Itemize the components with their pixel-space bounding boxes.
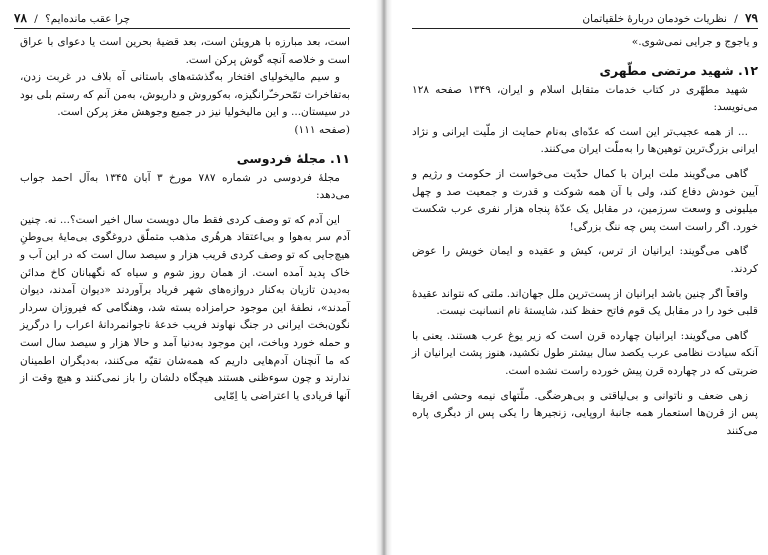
header-rule [14,28,350,29]
header-rule [412,28,758,29]
quote-paragraph: گاهی می‌گویند: ایرانیان چهارده قرن است که زیر یوغ عرب هستند. یعنی با آنکه سیادت نظامی عرب یکصد سال بیشتر طول نکشید، هنوز پشت ایرانیان از ضربتی که در چهارده قرن پیش خورده راست نشده است. [412,329,758,377]
quote-paragraph: گاهی می‌گویند: ایرانیان از ترس، کیش و عقیده و ایمان خویش را عوض کردند. [412,245,758,275]
page-number: ۷۹ [745,11,758,25]
quote-paragraph: این آدم که تو وصف کردی فقط مال دویست سال اخیر است؟... نه. چنین آدم سر به‌هوا و بی‌اعتقاد هرهُری مذهب متملّق دروغگوی بی‌مایۀ بی‌وطنِ هیچ‌جایی که تو وصف کردی قریب هزار و سیصد سال است که در این آب و خاک پدید آمده است. از همان روز شوم و سیاه که نگهبانان کاخ مدائن به‌دیدن تازیان به‌کنار دروازه‌های شهر فریاد برآوردند «دیوان آمدند، دیوان آمدند»، نطفۀ این موجود حرامزاده بسته شد، وهنگامی که فیروزان سردار نگون‌بخت ایرانی در جنگ نهاوند فریب خدعۀ ناجوانمردانۀ اعراب را درگریز و حمله خورد وباخت، این موجود به‌دنیا آمد و حالا هزار و سیصد سال است که ما آنچنان آدم‌هایی داریم که همه‌شان تقیّه می‌کنند، به‌دیگران اطمینان ندارند و چون سوءظنی هستند هیچگاه دلشان را باز نمی‌کنند و هیچ وقت از آنها فریادی یا اعتراضی یا اِمّایی [20,213,350,402]
left-page-body [20,34,350,405]
right-page-header [582,10,758,26]
header-separator: / [734,13,738,25]
section-heading: ۱۱. مجلۀ فردوسی [236,150,350,166]
running-title: نظریات خودمان دربارۀ خلقیاتمان [582,13,727,25]
right-page-body [412,34,758,440]
quote-paragraph: زهی ضعف و ناتوانی و بی‌لیاقتی و بی‌هرضگی. ملّتهای نیمه وحشی افریقا پس از قرن‌ها استعمار همه جانبۀ اروپایی، زنجیرها را یکی پس از دیگری پاره می‌کنند [412,389,758,437]
body-paragraph: شهید مطهّری در کتاب خدمات متقابل اسلام و ایران، ۱۳۴۹ صفحه ۱۲۸ می‌نویسد: [412,83,758,114]
quote-paragraph: ... از همه عجیب‌تر این است که عدّه‌ای به‌نام حمایت از ملّیت ایرانی و نژاد ایرانی بزرگ‌ترین توهین‌ها را به‌ملّت ایران می‌کنند. [412,125,758,156]
page-reference: (صفحه ۱۱۱) [294,123,350,136]
page-number: ۷۸ [14,11,27,25]
section-heading: ۱۲. شهید مرتضی مطّهری [599,62,758,78]
running-title: چرا عقب مانده‌ایم؟ [45,13,131,25]
body-paragraph: و سیم مالیخولیای افتخار به‌گذشته‌های باستانی آه بلاف در غربت زدن، به‌تفاخرات تمّحرخـّرانگیزه، به‌کوروش و داریوش، به‌من آنم که رستم بلی بود در سیستان... و این مالیخولیا نیز در جمیع وجوهش مغز پرکن است. [20,71,350,119]
quote-paragraph: واقعاً اگر چنین باشد ایرانیان از پست‌ترین ملل جهان‌اند. ملتی که نتواند عقیدۀ قلبی خود را در مقابل یک قوم فاتح حفظ کند، شایستۀ نام انسانیت نیست. [412,287,758,318]
left-page [0,0,376,555]
body-paragraph: و یاجوج و جرایی نمی‌شوی.» [631,36,758,48]
body-paragraph: است، بعد مبارزه با هرویئن است، بعد قضیۀ بحرین است یا دعوای با عراق است و خلاصه آنچه گوش پرکن است. [20,36,350,66]
header-separator: / [34,13,38,25]
left-page-header [14,10,130,26]
book-gutter [376,0,392,555]
body-paragraph: مجلۀ فردوسی در شماره ۷۸۷ مورخ ۳ آبان ۱۳۴۵ به‌آل احمد جواب می‌دهد: [20,171,350,202]
quote-paragraph: گاهی می‌گویند ملت ایران با کمال حدّیت می‌خواست از حکومت و رژیم و آیین خودش دفاع کند، ولی با آن همه شوکت و قدرت و جمعیت صد و چهل میلیونی و وسعت سرزمین، در مقابل یک عدّۀ پنجاه هزار نفری عرب شکست خورد. اگر راست است پس چه ننگ بزرگی! [412,167,758,233]
right-page [392,0,768,555]
